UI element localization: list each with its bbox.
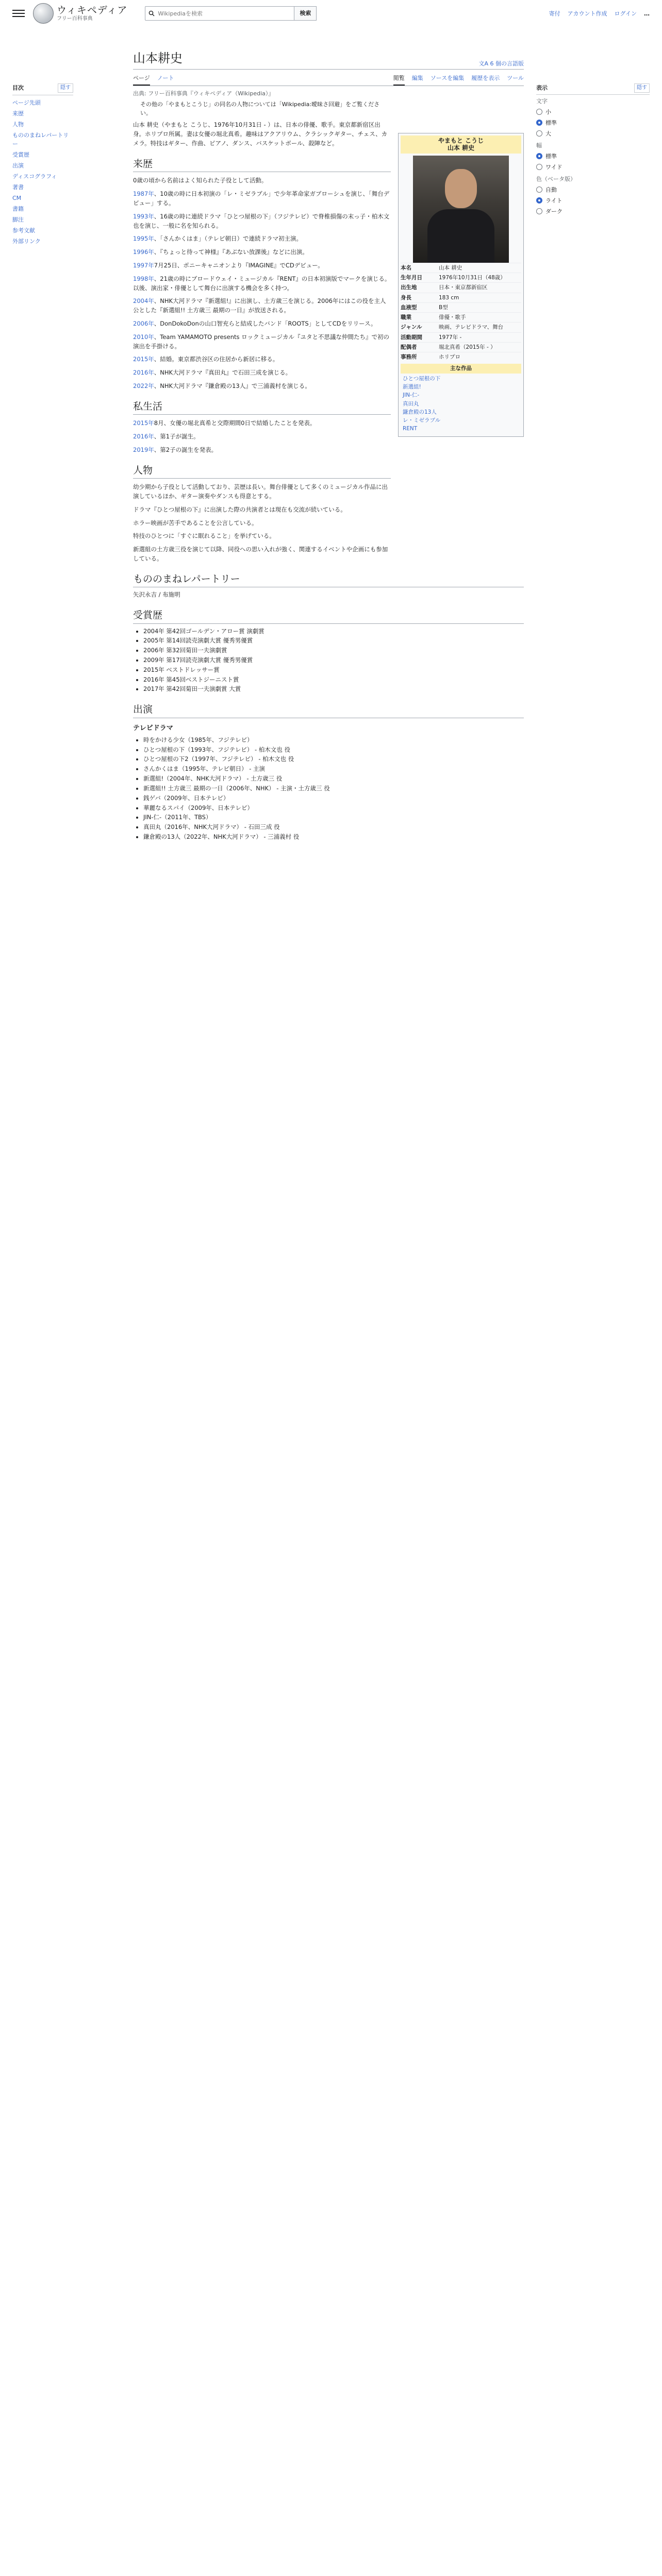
infobox-key: 配偶者: [401, 344, 417, 350]
tab-page[interactable]: ページ: [133, 72, 150, 86]
infobox-row: [401, 273, 521, 282]
width-option-label: ワイド: [545, 163, 562, 171]
drama-item: • さんかくはま（1995年、テレビ朝日） - 主演: [143, 765, 524, 774]
radio-button-icon[interactable]: [536, 109, 542, 115]
drama-item: • 鎌倉殿の13人（2022年、NHK大河ドラマ） - 三浦義村 役: [143, 833, 524, 842]
radio-button-icon[interactable]: [536, 164, 542, 170]
hatnote: その他の「やまもとこうじ」の同名の人物については「Wikipedia:曖昧さ回避」をご覧ください。: [140, 101, 380, 117]
infobox-work-link[interactable]: 鎌倉殿の13人: [403, 409, 437, 415]
toc-item[interactable]: 出演: [12, 162, 24, 169]
toc-item[interactable]: ページ先頭: [12, 99, 41, 106]
paragraph-text: 、NHK大河ドラマ『新選組!』に出演し、土方歳三を演じる。2006年にはこの役を主人公とした『新選組!! 土方歳三 最期の一日』が放送される。: [133, 297, 386, 314]
toc-item[interactable]: 参考文献: [12, 227, 35, 234]
infobox-value: 映画、テレビドラマ、舞台: [439, 324, 504, 331]
puzzle-globe-icon: [33, 3, 54, 24]
width-option-label: 標準: [545, 152, 557, 160]
appearance-hide-button[interactable]: 隠す: [634, 83, 650, 93]
toc-hide-button[interactable]: 隠す: [58, 83, 73, 93]
search-form: [145, 6, 317, 21]
infobox-key: 職業: [401, 314, 411, 321]
width-option[interactable]: [536, 151, 650, 162]
infobox-name-kanji: 山本 耕史: [447, 144, 475, 152]
color-option-label: ダーク: [545, 208, 562, 215]
tab-read[interactable]: 閲覧: [393, 72, 405, 86]
radio-button-icon[interactable]: [536, 153, 542, 159]
infobox-value: 山本 耕史: [439, 264, 462, 271]
create-account-link[interactable]: アカウント作成: [567, 10, 607, 17]
drama-item: • 銭ゲバ（2009年、日本テレビ）: [143, 794, 524, 803]
repertoire-text: 矢沢永吉 / 布施明: [133, 591, 180, 599]
section-paragraph: [133, 234, 391, 244]
year-link[interactable]: 2015年: [133, 419, 154, 427]
appearance-title: 表示: [536, 84, 548, 91]
drama-item: • 華麗なるスパイ（2009年、日本テレビ）: [143, 804, 524, 813]
color-option[interactable]: [536, 195, 650, 206]
text-size-option[interactable]: [536, 107, 650, 117]
year-link[interactable]: 2015年: [133, 355, 154, 363]
infobox-key: 本名: [401, 264, 411, 271]
infobox-value: 堀北真希（2015年 - ）: [439, 344, 496, 350]
search-button[interactable]: 検索: [294, 6, 317, 21]
paragraph-text: 8月、女優の堀北真希と交際期間0日で結婚したことを発表。: [154, 419, 316, 427]
infobox-value: ホリプロ: [439, 354, 460, 361]
infobox-row: [401, 352, 521, 362]
paragraph-text: 、NHK大河ドラマ『鎌倉殿の13人』で三浦義村を演じる。: [154, 382, 311, 390]
section-paragraph: [133, 275, 391, 293]
drama-item: • 新選組!（2004年、NHK大河ドラマ） - 土方歳三 役: [143, 774, 524, 784]
award-item: • 2009年 第17回読売演劇大賞 優秀男優賞: [143, 656, 524, 665]
infobox: [398, 133, 524, 437]
year-link[interactable]: 2010年: [133, 333, 154, 341]
more-options-icon[interactable]: …: [644, 10, 650, 17]
infobox-row: [401, 293, 521, 302]
infobox-key: 生年月日: [401, 275, 422, 281]
text-size-option[interactable]: [536, 128, 650, 139]
toc-item[interactable]: ディスコグラフィ: [12, 173, 57, 180]
section-paragraph: [133, 532, 391, 541]
drama-list: [133, 736, 524, 842]
infobox-work-link[interactable]: ひとつ屋根の下: [403, 375, 441, 382]
drama-item: • 真田丸（2016年、NHK大河ドラマ） - 石田三成 役: [143, 823, 524, 832]
year-link[interactable]: 2022年: [133, 382, 154, 390]
toc-item[interactable]: 受賞歴: [12, 151, 29, 158]
table-of-contents: [12, 83, 73, 247]
infobox-key: 事務所: [401, 354, 417, 361]
infobox-value: B型: [439, 304, 448, 311]
infobox-works-band: 主な作品: [401, 364, 521, 373]
paragraph-text: 、NHK大河ドラマ『真田丸』で石田三成を演じる。: [154, 369, 292, 377]
infobox-row: [401, 312, 521, 322]
login-link[interactable]: ログイン: [614, 10, 637, 17]
award-item: • 2016年 第45回ベストジーニスト賞: [143, 675, 524, 685]
lead-paragraph: 山本 耕史（やまもと こうじ、1976年10月31日 - ）は、日本の俳優、歌手。東京都新宿区出身。ホリプロ所属。妻は女優の堀北真希。趣味はアクアリウム、クラシックギター、チェス、カメラ。特技はギター、作曲、ピアノ、ダンス、バスケットボール、殺陣など。: [133, 121, 388, 147]
width-label: 幅: [536, 142, 542, 149]
radio-button-icon[interactable]: [536, 120, 542, 126]
section-heading: 人物: [133, 463, 391, 479]
paragraph-text: 、21歳の時にブロードウェイ・ミュージカル『RENT』の日本初演版でマークを演じる。以後、演出家・俳優として舞台に出演する機会を多く持つ。: [133, 275, 391, 292]
toc-item[interactable]: 人物: [12, 121, 24, 128]
infobox-key: 身長: [401, 294, 411, 301]
tab-edit-source[interactable]: ソースを編集: [430, 75, 465, 82]
section-paragraph: [133, 212, 391, 231]
infobox-key: 活動期間: [401, 334, 422, 341]
section-paragraph: [133, 319, 391, 329]
year-link[interactable]: 2004年: [133, 297, 154, 305]
paragraph-text: 新選組の土方歳三役を演じて以降、同役への思い入れが強く、関連するイベントや企画にも参加している。: [133, 546, 388, 563]
section-paragraph: [133, 545, 391, 564]
tagline: フリー百科事典: [57, 15, 93, 22]
infobox-row: [401, 332, 521, 342]
infobox-work-link[interactable]: JIN-仁-: [403, 392, 420, 399]
year-link[interactable]: 2006年: [133, 320, 154, 327]
toc-item[interactable]: 来歴: [12, 110, 24, 117]
year-link[interactable]: 2016年: [133, 433, 154, 440]
toc-item[interactable]: 書籍: [12, 205, 24, 212]
paragraph-text: 幼少期から子役として活動しており、芸歴は長い。舞台俳優として多くのミュージカル作品に出演しているほか、ギター演奏やダンスも得意とする。: [133, 483, 388, 500]
year-link[interactable]: 2016年: [133, 369, 154, 377]
infobox-work-link[interactable]: RENT: [403, 426, 418, 432]
infobox-value: 183 cm: [439, 294, 459, 301]
toc-item[interactable]: もののまねレパートリー: [12, 131, 69, 147]
wordmark: ウィキペディア: [57, 5, 128, 16]
section-paragraph: [133, 297, 391, 315]
section-paragraph: [133, 446, 391, 455]
page-tabs: [133, 72, 524, 86]
section-heading: 私生活: [133, 399, 391, 415]
section-paragraph: [133, 368, 391, 378]
year-link[interactable]: 1998年: [133, 275, 154, 282]
user-links: [549, 9, 650, 18]
infobox-row: [401, 263, 521, 273]
drama-item: • ひとつ屋根の下2（1997年、フジテレビ） - 柏木文也 役: [143, 755, 524, 764]
section-paragraph: [133, 333, 391, 351]
color-option-label: 自動: [545, 186, 557, 193]
drama-item: • 時をかける少女（1985年、フジテレビ）: [143, 736, 524, 745]
paragraph-text: ホラー映画が苦手であることを公言している。: [133, 519, 258, 527]
section-paragraph: [133, 248, 391, 257]
tab-tools[interactable]: ツール: [507, 75, 524, 82]
section-paragraph: [133, 176, 391, 185]
text-size-label: 文字: [536, 97, 548, 105]
infobox-row: [401, 282, 521, 292]
color-option-label: ライト: [545, 197, 562, 204]
toc-item[interactable]: 脚注: [12, 216, 24, 224]
language-selector[interactable]: 文A 6 個の言語版: [478, 60, 524, 67]
tab-edit[interactable]: 編集: [411, 75, 423, 82]
toc-item[interactable]: 外部リンク: [12, 238, 41, 245]
section-paragraph: [133, 419, 391, 428]
infobox-name-kana: やまもと こうじ: [438, 137, 484, 144]
infobox-row: [401, 322, 521, 332]
year-link[interactable]: 1987年: [133, 190, 154, 198]
text-size-option-label: 標準: [545, 119, 557, 126]
paragraph-text: 、第2子の誕生を発表。: [154, 446, 218, 453]
infobox-row: [401, 342, 521, 352]
search-input[interactable]: [158, 10, 287, 17]
infobox-value: 日本・東京都新宿区: [439, 284, 488, 291]
section-paragraph: [133, 505, 391, 515]
infobox-value: 1976年10月31日（48歳）: [439, 275, 506, 281]
tab-history[interactable]: 履歴を表示: [471, 75, 500, 82]
paragraph-text: 、Team YAMAMOTO presents ロックミュージカル『ユタと不思議な仲間たち』で初の演出を手掛ける。: [133, 333, 389, 350]
text-size-option-label: 小: [545, 108, 551, 115]
page-heading: [133, 49, 524, 70]
year-link[interactable]: 1996年: [133, 248, 154, 256]
year-link[interactable]: 1997年: [133, 261, 154, 269]
section-paragraph: [133, 432, 391, 442]
infobox-value: 1977年 -: [439, 334, 462, 341]
paragraph-text: 特技のひとつに「すぐに眠れること」を挙げている。: [133, 532, 275, 540]
section-paragraph: [133, 519, 391, 528]
donate-link[interactable]: 寄付: [549, 10, 560, 17]
section-heading-appearances: 出演: [133, 702, 524, 718]
section-paragraph: [133, 261, 391, 270]
radio-button-icon[interactable]: [536, 197, 542, 204]
text-size-option-label: 大: [545, 130, 551, 137]
tab-talk[interactable]: ノート: [157, 75, 174, 82]
drama-item: • JIN-仁-（2011年、TBS）: [143, 813, 524, 822]
color-option[interactable]: [536, 184, 650, 195]
paragraph-text: 、DonDokoDonの山口智充らと結成したバンド「ROOTS」としてCDをリリース。: [154, 320, 377, 327]
header: [0, 0, 662, 27]
section-paragraph: [133, 355, 391, 364]
year-link[interactable]: 1995年: [133, 235, 154, 243]
section-heading: 来歴: [133, 157, 391, 172]
section-heading-repertoire: もののまねレパートリー: [133, 572, 524, 587]
section-paragraph: [133, 190, 391, 208]
paragraph-text: ドラマ『ひとつ屋根の下』に出演した際の共演者とは現在も交流が続いている。: [133, 505, 346, 513]
main-menu-icon[interactable]: [12, 7, 25, 20]
awards-list: [133, 627, 524, 694]
page-title: 山本耕史: [133, 51, 183, 65]
color-option[interactable]: [536, 206, 650, 217]
radio-button-icon[interactable]: [536, 130, 542, 137]
section-heading-awards: 受賞歴: [133, 608, 524, 623]
search-icon: [148, 10, 155, 16]
infobox-work-link[interactable]: 真田丸: [403, 400, 419, 407]
source-note: 出典: フリー百科事典『ウィキペディア（Wikipedia）』: [133, 90, 274, 97]
site-logo[interactable]: [33, 3, 127, 24]
infobox-work-link[interactable]: 新選組!: [403, 383, 421, 390]
paragraph-text: 7月25日、ポニーキャニオンより『IMAGINE』でCDデビュー。: [154, 261, 324, 269]
infobox-work-link[interactable]: レ・ミゼラブル: [403, 417, 441, 424]
toc-item[interactable]: CM: [12, 194, 22, 201]
paragraph-text: 、10歳の時に日本初演の「レ・ミゼラブル」で少年革命家ガブローシュを演じ、「舞台デビュー」する。: [133, 190, 390, 207]
award-item: • 2005年 第14回読売演劇大賞 優秀男優賞: [143, 636, 524, 646]
drama-item: • ひとつ屋根の下（1993年、フジテレビ） - 柏木文也 役: [143, 745, 524, 755]
radio-button-icon[interactable]: [536, 208, 542, 214]
paragraph-text: 、第1子が誕生。: [154, 433, 200, 440]
infobox-value: 俳優・歌手: [439, 314, 466, 321]
toc-title: 目次: [12, 84, 24, 91]
section-paragraph: [133, 382, 391, 391]
text-size-option[interactable]: [536, 117, 650, 128]
paragraph-text: 、「さんかくはま」（テレビ朝日）で連続ドラマ初主演。: [154, 235, 303, 243]
infobox-name: [401, 135, 521, 154]
radio-button-icon[interactable]: [536, 187, 542, 193]
award-item: • 2017年 第42回菊田一夫演劇賞 大賞: [143, 685, 524, 694]
award-item: • 2006年 第32回菊田一夫演劇賞: [143, 646, 524, 655]
paragraph-text: 、『ちょっと待って神様』『あぶない放課後』などに出演。: [154, 248, 308, 256]
portrait-photo[interactable]: [413, 156, 509, 263]
year-link[interactable]: 1993年: [133, 212, 154, 220]
award-item: • 2015年 ベストドレッサー賞: [143, 666, 524, 675]
color-label: 色（ベータ版）: [536, 175, 576, 182]
width-option[interactable]: [536, 162, 650, 173]
toc-item[interactable]: 著書: [12, 183, 24, 191]
section-paragraph: [133, 483, 391, 501]
infobox-key: 出生地: [401, 284, 417, 291]
drama-item: • 新選組!! 土方歳三 最期の一日（2006年、NHK） - 主演・土方歳三 役: [143, 784, 524, 793]
appearance-panel: [536, 83, 650, 223]
subsection-heading-drama: テレビドラマ: [133, 724, 173, 732]
paragraph-text: 、結婚。東京都渋谷区の住居から新居に移る。: [154, 355, 279, 363]
infobox-key: 血液型: [401, 304, 417, 311]
infobox-row: [401, 302, 521, 312]
paragraph-text: 0歳の頃から名前はよく知られた子役として活動。: [133, 177, 268, 184]
award-item: • 2004年 第42回ゴールデン・アロー賞 演劇賞: [143, 627, 524, 636]
paragraph-text: 、16歳の時に連続ドラマ「ひとつ屋根の下」（フジテレビ）で脊椎損傷の末っ子・柏木文也を演じ、一般に名を知られる。: [133, 212, 390, 229]
year-link[interactable]: 2019年: [133, 446, 154, 453]
infobox-key: ジャンル: [401, 324, 422, 331]
